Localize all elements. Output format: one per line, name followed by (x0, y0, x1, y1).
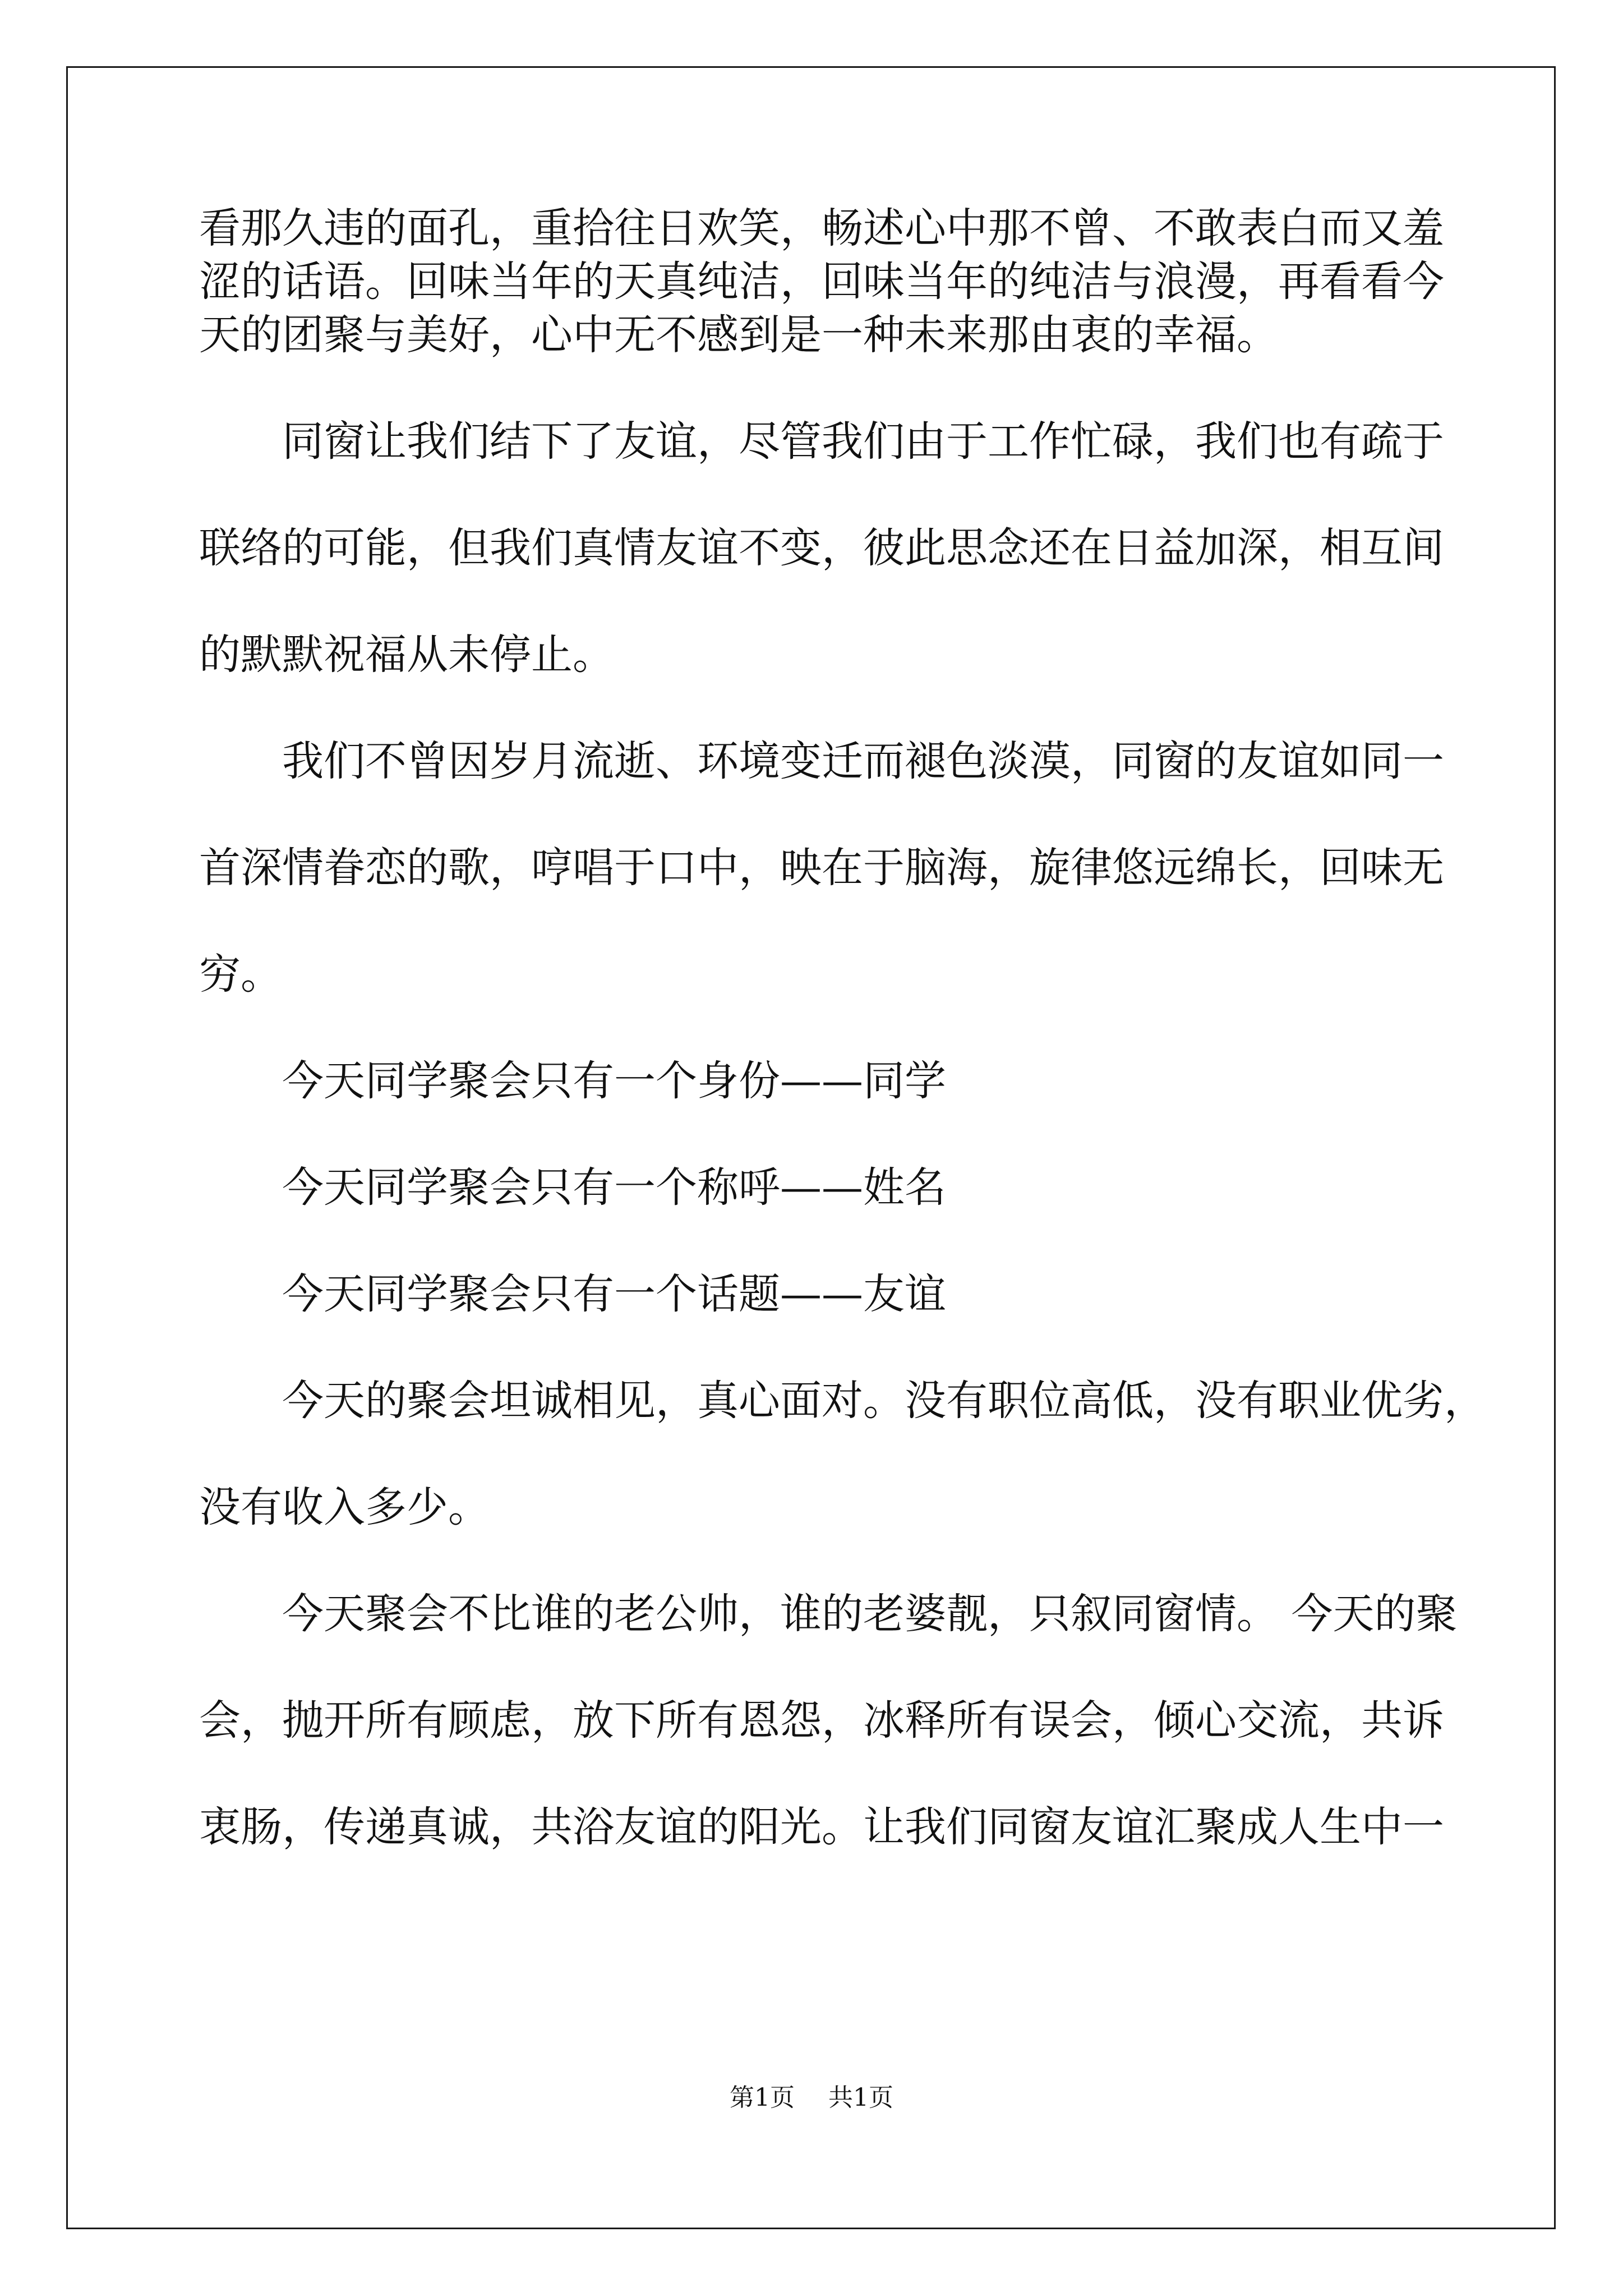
page-footer (0, 2081, 1623, 2115)
text-line: 首深情眷恋的歌，哼唱于口中，映在于脑海，旋律悠远绵长，回味无 (199, 844, 1444, 892)
text-line: 同窗让我们结下了友谊，尽管我们由于工作忙碌，我们也有疏于 (282, 417, 1444, 466)
text-line: 穷。 (199, 950, 282, 999)
text-line: 的默默祝福从未停止。 (199, 631, 614, 679)
text-line: 今天的聚会坦诚相见，真心面对。没有职位高低，没有职业优劣， (282, 1377, 1486, 1425)
page-total: 共1页 (828, 2083, 893, 2112)
text-line: 衷肠，传递真诚，共浴友谊的阳光。让我们同窗友谊汇聚成人生中一 (199, 1803, 1444, 1851)
text-line: 今天同学聚会只有一个话题——友谊 (282, 1270, 946, 1318)
text-line: 我们不曾因岁月流逝、环境变迁而褪色淡漠，同窗的友谊如同一 (282, 737, 1444, 785)
text-line: 今天同学聚会只有一个称呼——姓名 (282, 1163, 946, 1212)
text-line: 会，抛开所有顾虑，放下所有恩怨，冰释所有误会，倾心交流，共诉 (199, 1696, 1444, 1745)
text-line: 今天聚会不比谁的老公帅，谁的老婆靓，只叙同窗情。 今天的聚 (282, 1590, 1458, 1638)
text-line: 没有收入多少。 (199, 1483, 490, 1531)
text-line: 看那久违的面孔，重拾往日欢笑，畅述心中那不曾、不敢表白而又羞 (199, 204, 1444, 252)
text-line: 涩的话语。回味当年的天真纯洁，回味当年的纯洁与浪漫，再看看今 (199, 257, 1444, 306)
text-line: 今天同学聚会只有一个身份——同学 (282, 1057, 946, 1105)
text-line: 联络的可能，但我们真情友谊不变，彼此思念还在日益加深，相互间 (199, 524, 1444, 572)
document-body (199, 202, 1486, 1854)
page-number: 第1页 (730, 2083, 795, 2112)
text-line: 天的团聚与美好，心中无不感到是一种未来那由衷的幸福。 (199, 311, 1278, 359)
